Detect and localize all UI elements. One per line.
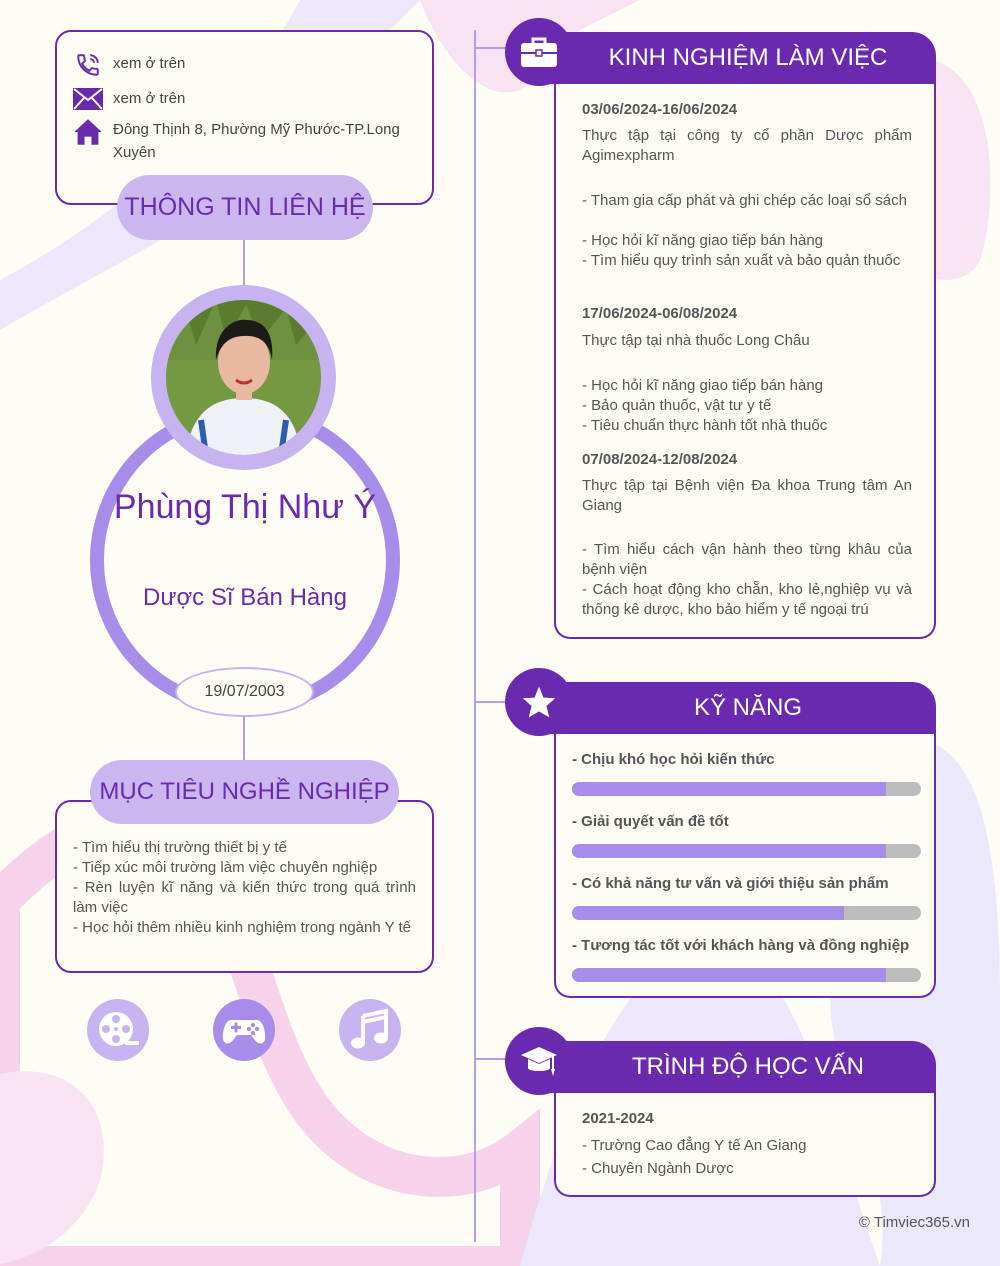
candidate-job-title: Dược Sĩ Bán Hàng (143, 584, 347, 611)
goal-item: - Rèn luyện kĩ năng và kiến thức trong quá trình làm việc (73, 879, 416, 916)
profile-photo (166, 300, 321, 455)
skill-label: - Giải quyết vấn đề tốt (572, 813, 729, 830)
job-date: 07/08/2024-12/08/2024 (582, 451, 738, 468)
skill-bar (572, 844, 921, 858)
envelope-icon (73, 87, 103, 111)
goal-item: - Tìm hiểu thị trường thiết bị y tế (73, 839, 287, 856)
skill-label: - Có khả năng tư vấn và giới thiệu sản phẩm (572, 875, 889, 892)
job-task: - Tìm hiểu cách vận hành theo từng khâu của bệnh viện (582, 541, 912, 578)
contact-email: xem ở trên (113, 90, 186, 107)
gamepad-icon (221, 1007, 267, 1053)
education-icon-badge (505, 1027, 573, 1095)
skill-bar (572, 968, 921, 982)
job-task: - Cách hoạt động kho chẵn, kho lẻ,nghiệp vụ và thống kê dược, kho bảo hiểm y tế ngoại trú (582, 581, 912, 618)
job-title: Thực tập tại nhà thuốc Long Châu (582, 332, 810, 349)
contact-phone-row (73, 52, 185, 78)
education-school: - Trường Cao đẳng Y tế An Giang (582, 1137, 807, 1154)
skill-bar-fill (572, 906, 844, 920)
goal-item: - Học hỏi thêm nhiều kinh nghiệm trong ngành Y tế (73, 919, 411, 936)
career-goal-card (55, 800, 434, 973)
skills-icon-badge (505, 668, 573, 736)
music-note-icon (348, 1008, 392, 1052)
phone-icon (73, 52, 103, 78)
hobby-music (339, 999, 401, 1061)
hobby-film (87, 999, 149, 1061)
contact-phone: xem ở trên (113, 55, 186, 72)
career-goal-heading: MỤC TIÊU NGHỀ NGHIỆP (90, 760, 399, 824)
contact-address: Đông Thịnh 8, Phường Mỹ Phước-TP.Long Xuyên (113, 121, 400, 161)
date-of-birth: 19/07/2003 (175, 667, 314, 717)
experience-icon-badge (505, 18, 573, 86)
job-date: 03/06/2024-16/06/2024 (582, 101, 738, 118)
job-title: Thực tập tại Bệnh viện Đa khoa Trung tâm An Giang (582, 477, 912, 514)
footer-copyright: © Timviec365.vn (858, 1214, 970, 1231)
skill-label: - Tương tác tốt với khách hàng và đồng nghiệp (572, 937, 910, 954)
experience-card (554, 84, 936, 639)
education-card (554, 1093, 936, 1197)
job-task: - Tham gia cấp phát và ghi chép các loại sổ sách (582, 192, 907, 209)
skills-heading: KỸ NĂNG (540, 682, 936, 734)
skill-bar-fill (572, 844, 886, 858)
job-task: - Học hỏi kĩ năng giao tiếp bán hàng (582, 377, 824, 394)
timeline-line (474, 30, 476, 1242)
home-icon (73, 118, 103, 146)
contact-address-row (73, 118, 423, 164)
briefcase-icon (520, 36, 558, 68)
hobby-game (213, 999, 275, 1061)
education-major: - Chuyên Ngành Dược (582, 1160, 734, 1177)
skill-bar-fill (572, 968, 886, 982)
candidate-name: Phùng Thị Như Ý (113, 488, 377, 526)
left-connector-top (243, 240, 245, 288)
education-period: 2021-2024 (582, 1110, 654, 1127)
skills-card (554, 734, 936, 998)
star-icon (521, 685, 557, 719)
contact-heading: THÔNG TIN LIÊN HỆ (117, 175, 373, 240)
job-task: - Tìm hiểu quy trình sản xuất và bảo quản thuốc (582, 252, 901, 269)
job-title: Thực tập tại công ty cổ phần Dược phẩm Agimexpharm (582, 127, 912, 164)
job-date: 17/06/2024-06/08/2024 (582, 305, 738, 322)
skill-bar (572, 906, 921, 920)
contact-email-row (73, 87, 185, 111)
experience-heading: KINH NGHIỆM LÀM VIỆC (540, 32, 936, 84)
graduation-cap-icon (519, 1043, 559, 1079)
goal-item: - Tiếp xúc môi trường làm việc chuyên nghiệp (73, 859, 378, 876)
film-reel-icon (95, 1007, 141, 1053)
job-task: - Tiêu chuẩn thực hành tốt nhà thuốc (582, 417, 828, 434)
left-connector-bottom (243, 717, 245, 762)
skill-bar (572, 782, 921, 796)
skill-label: - Chịu khó học hỏi kiến thức (572, 751, 775, 768)
job-task: - Học hỏi kĩ năng giao tiếp bán hàng (582, 232, 824, 249)
education-heading: TRÌNH ĐỘ HỌC VẤN (540, 1041, 936, 1093)
job-task: - Bảo quản thuốc, vật tư y tế (582, 397, 772, 414)
skill-bar-fill (572, 782, 886, 796)
